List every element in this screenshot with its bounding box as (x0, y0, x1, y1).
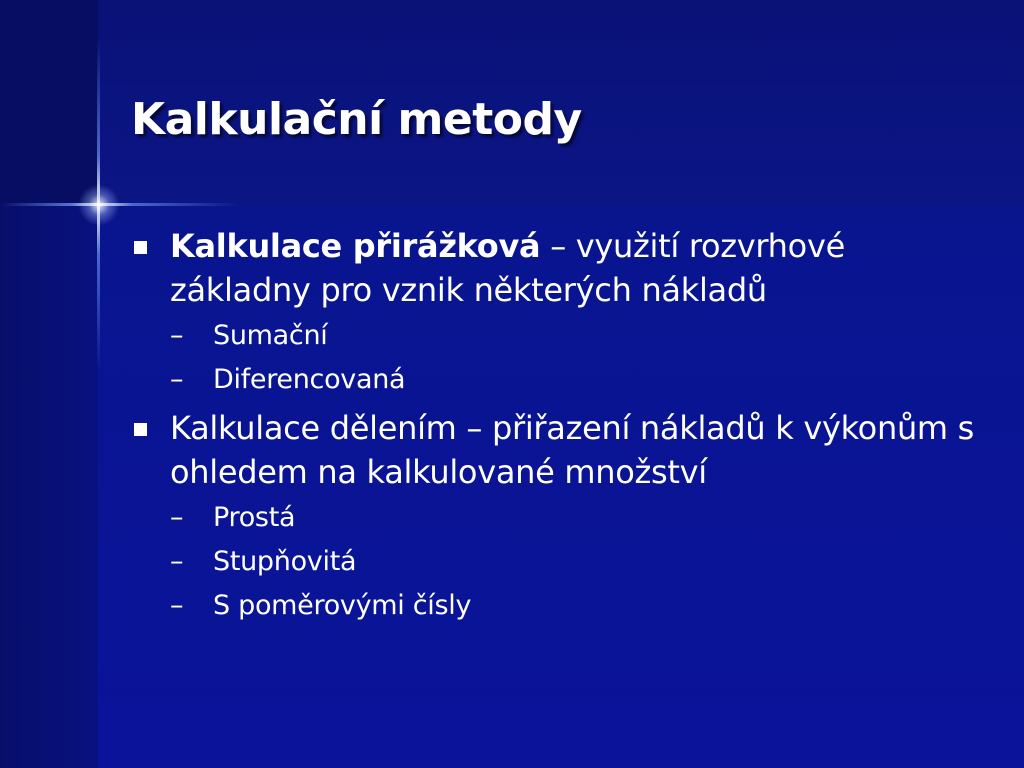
bullet-1-sublist (170, 314, 991, 402)
square-bullet-icon (134, 423, 147, 436)
corner-background-block (0, 0, 98, 205)
sub-item-text: S poměrovými čísly (213, 590, 472, 621)
bullet-2-text: Kalkulace dělením – přiřazení nákladů k výkonům s ohledem na kalkulované množství (170, 409, 975, 491)
flare-star-icon (78, 184, 120, 226)
sub-item-s-pomerovymi-cisly (170, 584, 991, 628)
bullet-item-1 (131, 224, 991, 402)
dash-marker: – (170, 502, 184, 533)
flare-horizontal-line (0, 203, 240, 206)
sub-item-text: Diferencovaná (213, 364, 406, 395)
bullet-item-2 (131, 406, 991, 628)
bullet-2-sublist (170, 496, 991, 628)
sub-item-text: Prostá (213, 502, 296, 533)
bullet-list (131, 224, 991, 628)
sub-item-stupnovita (170, 540, 991, 584)
dash-marker: – (170, 546, 184, 577)
bullet-1-bold-lead: Kalkulace přirážková (170, 227, 541, 265)
sub-item-diferencovana (170, 358, 991, 402)
dash-marker: – (170, 590, 184, 621)
square-bullet-icon (134, 241, 147, 254)
dash-marker: – (170, 320, 184, 351)
dash-marker: – (170, 364, 184, 395)
sub-item-text: Stupňovitá (213, 546, 357, 577)
sub-item-sumacni (170, 314, 991, 358)
sub-item-text: Sumační (213, 320, 328, 351)
bullet-1-text: – využití rozvrhové základny pro vznik některých nákladů (170, 227, 845, 309)
sub-item-prosta (170, 496, 991, 540)
slide-title: Kalkulační metody (131, 94, 582, 145)
